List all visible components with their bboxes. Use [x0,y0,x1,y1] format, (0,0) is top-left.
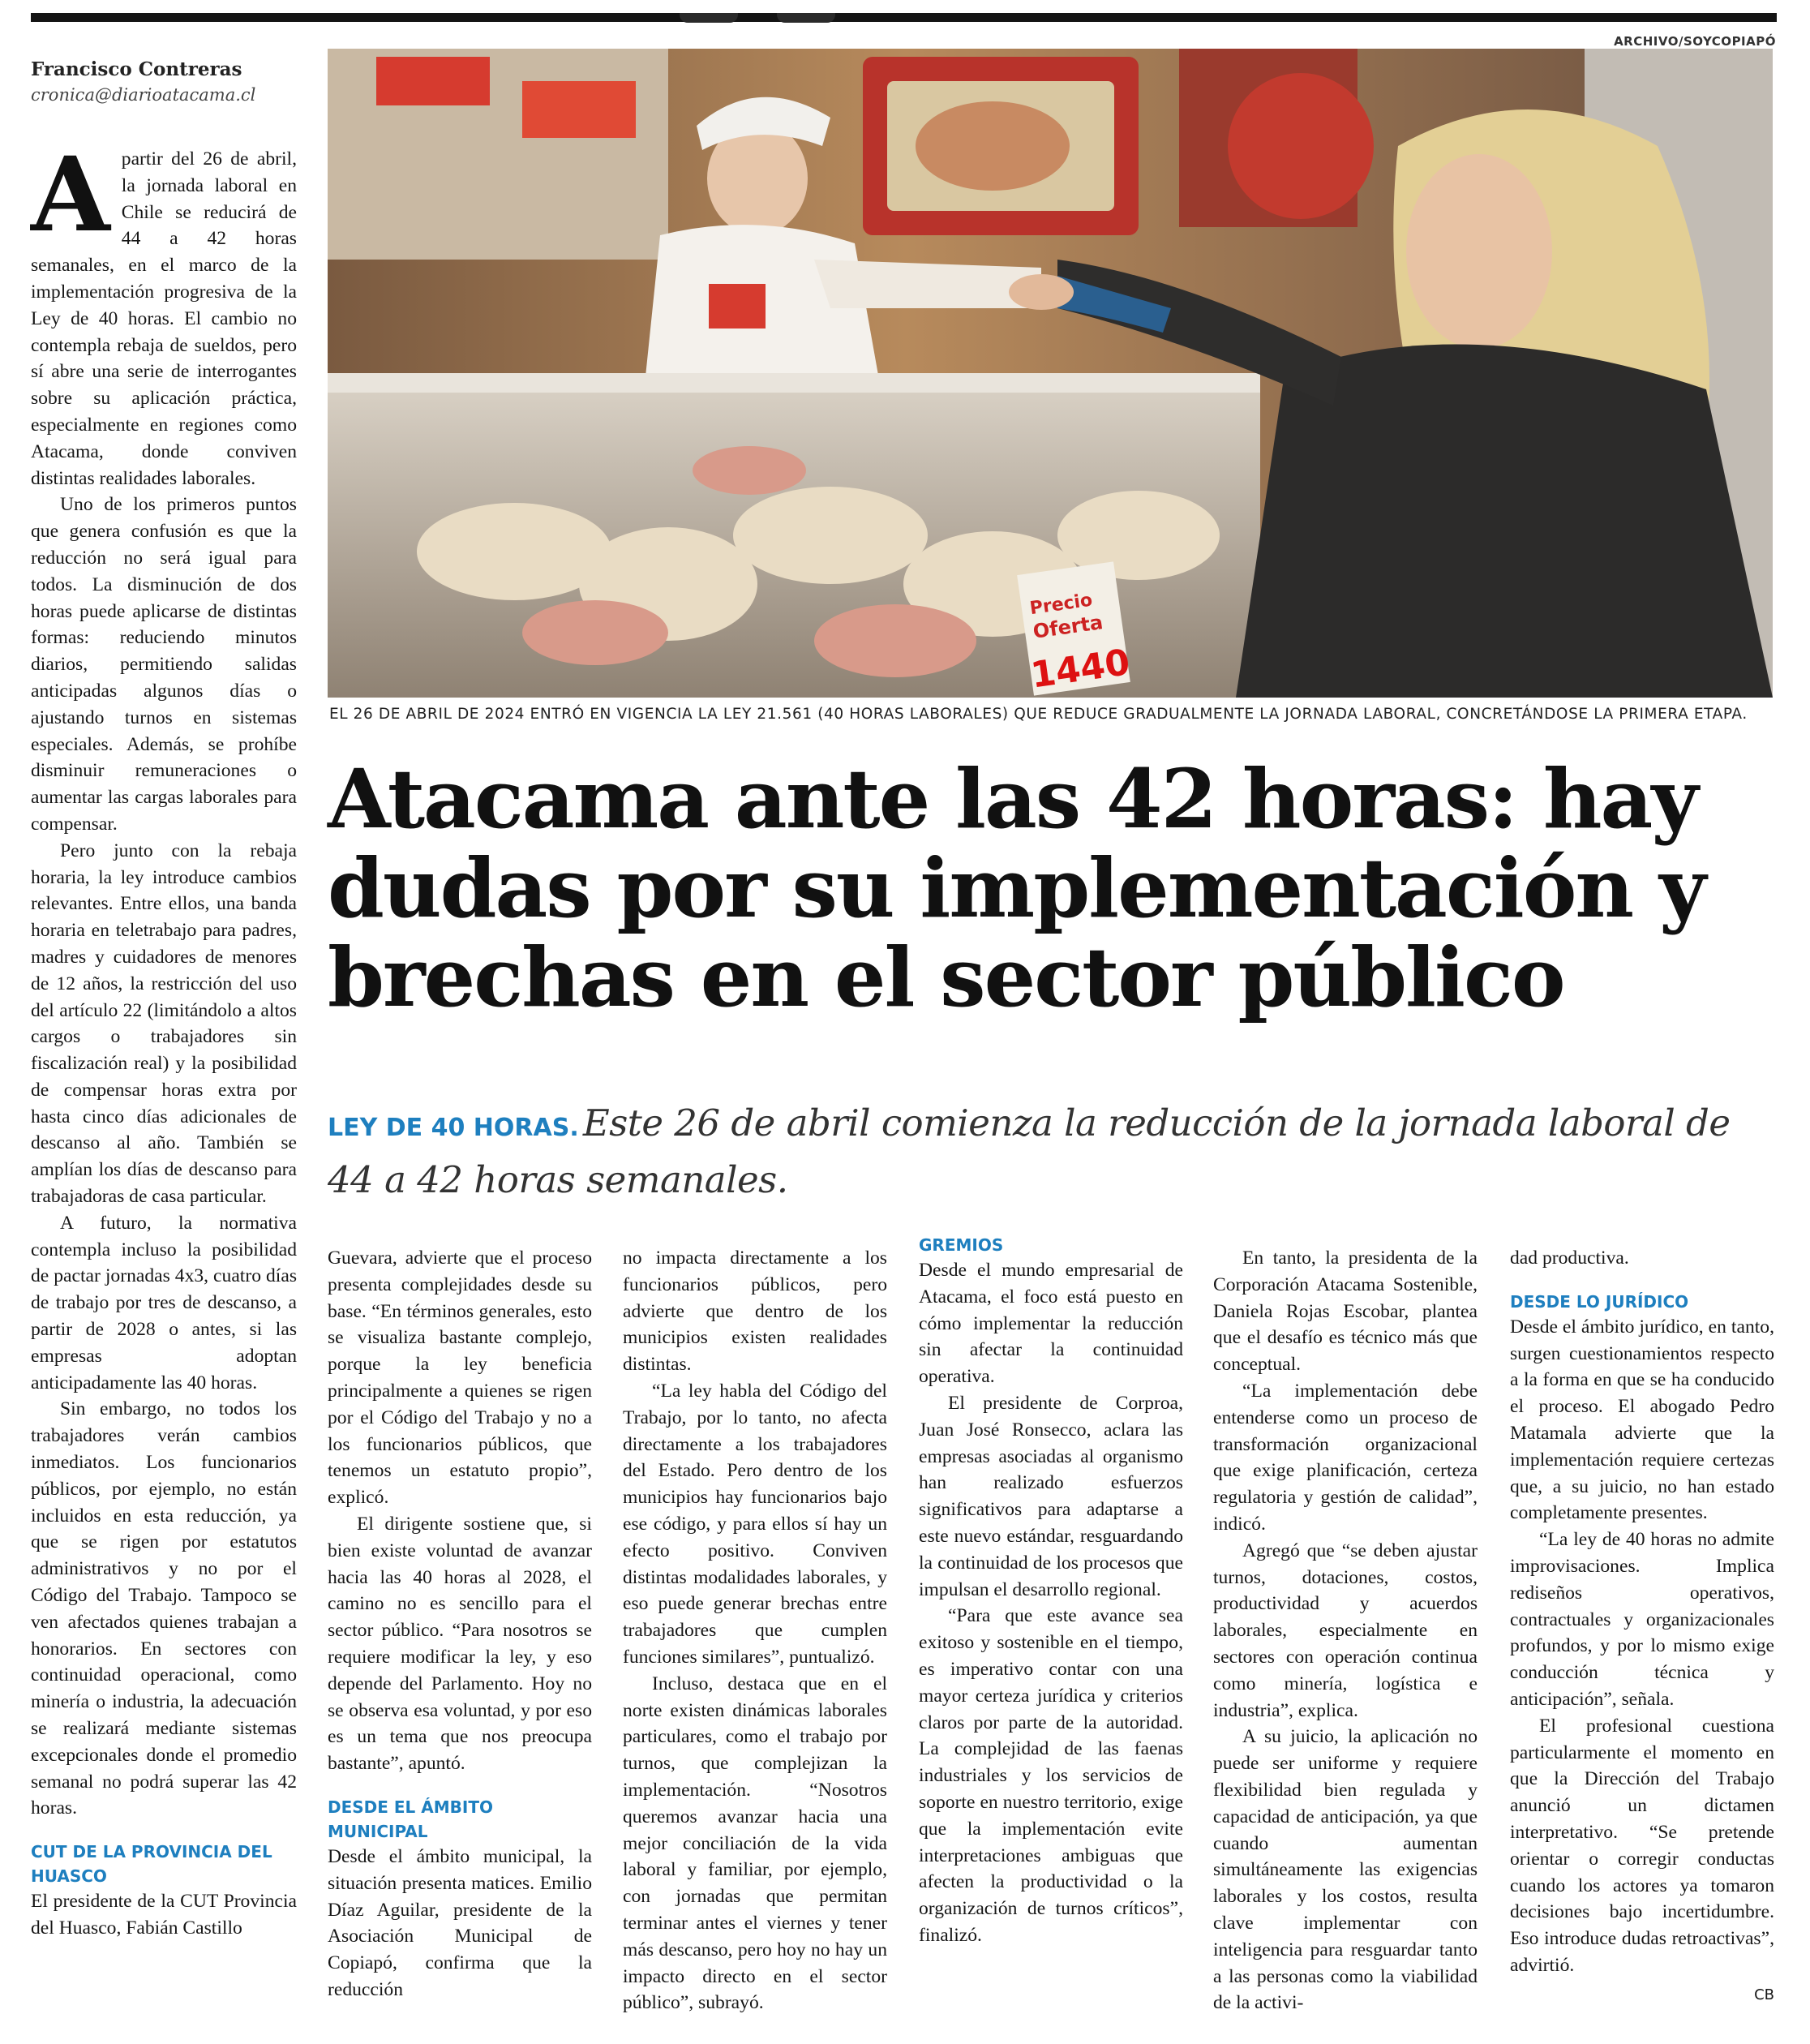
paragraph: Apartir del 26 de abril, la jornada laboral en Chile se reducirá de 44 a 42 horas semanales, en el marco de la implementación progresiva de la Ley de 40 horas. El cambio no contempla rebaja de sueldos, pero sí abre una serie de interrogantes sobre su aplicación práctica, especialmente en regiones como Atacama, donde conviven distintas realidades laborales. [31,135,297,489]
drop-cap: A [31,135,110,255]
offer-sign-price: 1440 [1028,642,1133,697]
paragraph: Uno de los primeros puntos que genera confusión es que la reducción no será igual para todos. La disminución de dos horas puede aplicarse de distintas formas: reduciendo minutos diarios, permitiendo salidas anticipadas algunos días o ajustando turnos en sistemas especiales. Además, se prohíbe disminuir remuneraciones o aumentar las cargas laborales para compensar. [31,494,297,835]
subheading: GREMIOS [919,1235,1004,1255]
author-name: Francisco Contreras [31,58,242,80]
paragraph: Incluso, destaca que en el norte existen dinámicas laborales particulares, como el trabajo por turnos, que complejizan la implementación. “Nosotros queremos avanzar hacia una mejor conciliación de la vida laboral y familiar, por ejemplo, con jornadas que permitan terminar antes el viernes y tener más descanso, pero hoy no hay un impacto directo en el sector público”, subrayó. [623,1673,887,2014]
paragraph: Desde el ámbito jurídico, en tanto, surgen cuestionamientos respecto a la forma en que se ha conducido el proceso. El abogado Pedro Matamala advierte que la implementación requiere certezas que, a su juicio, no han estado completamente presentes. [1510,1316,1774,1524]
paragraph: A futuro, la normativa contempla incluso la posibilidad de pactar jornadas 4x3, cuatro días de trabajo por tres de descanso, a partir de 2028 o antes, si las empresas adoptan anticipadamente las 40 horas. [31,1212,297,1393]
paragraph: Agregó que “se deben ajustar turnos, dotaciones, costos, productividad y acuerdos laborales, especialmente en sectores con operación continua como minería, logística e industria”, explica. [1213,1539,1478,1721]
paragraph: El profesional cuestiona particularmente el momento en que la Dirección del Trabajo anunció un dictamen interpretativo. “Se pretende orientar o corregir conductas cuando los actores ya tomaron decisiones bajo incertidumbre. Eso introduce dudas retroactivas”, advirtió. [1510,1715,1774,1976]
top-rule-tab [777,13,835,23]
article-column-6 [1510,1245,1774,2009]
lead-kicker: LEY DE 40 HORAS. [328,1114,579,1142]
article-column-4 [919,1233,1183,1949]
end-mark: CB [1754,1986,1774,2003]
offer-sign-mid: Oferta [1032,611,1104,643]
paragraph: El presidente de Corproa, Juan José Ronsecco, aclara las empresas asociadas al organismo han realizado esfuerzos significativos para adaptarse a este nuevo estándar, resguardando la continuidad de los procesos que impulsan el desarrollo regional. [919,1392,1183,1600]
lead [328,1099,1779,1213]
article-column-1 [31,135,297,1942]
paragraph: “La implementación debe entenderse como un proceso de transformación organizacional que exige planificación, certeza regulatoria y gestión de calidad”, indicó. [1213,1380,1478,1535]
paragraph: El dirigente sostiene que, si bien existe voluntad de avanzar hacia las 40 horas al 2028, el camino no es sencillo para el sector público. “Para nosotros se requiere modificar la ley, y eso depende del Parlamento. Hoy no se observa esa voluntad, y por eso es un tema que nos preocupa bastante”, apuntó. [328,1513,592,1775]
paragraph: “Para que este avance sea exitoso y sostenible en el tiempo, es imperativo contar con una mayor certeza jurídica y criterios claros por parte de la autoridad. La complejidad de las faenas industriales y los servicios de soporte en nuestro territorio, exige que la implementación evite interpretaciones ambiguas que afecten la productividad o la organización de turnos críticos”, finalizó. [919,1605,1183,1946]
paragraph: Desde el ámbito municipal, la situación presenta matices. Emilio Díaz Aguilar, presidente de la Asociación Municipal de Copiapó, confirma que la reducción [328,1845,592,2000]
byline [31,58,307,105]
photo-credit: ARCHIVO/SOYCOPIAPÓ [1614,34,1776,49]
photo-caption: EL 26 DE ABRIL DE 2024 ENTRÓ EN VIGENCIA LA LEY 21.561 (40 HORAS LABORALES) QUE REDUCE GRADUALMENTE LA JORNADA LABORAL, CONCRETÁNDOSE LA PRIMERA ETAPA. [329,706,1748,723]
lead-text: Este 26 de abril comienza la reducción de la jornada laboral de 44 a 42 horas semanales. [328,1101,1731,1201]
top-rule-tab [680,13,738,23]
article-column-2 [328,1245,592,2003]
subheading: DESDE EL ÁMBITO MUNICIPAL [328,1797,493,1841]
offer-sign-top: Precio [1028,590,1094,620]
article-column-3 [623,1245,887,2016]
paragraph: “La ley habla del Código del Trabajo, por lo tanto, no afecta directamente a los trabajadores del Estado. Pero dentro de los municipios hay funcionarios bajo ese código, y para ellos sí hay un efecto positivo. Conviven distintas modalidades laborales, y eso puede generar brechas entre trabajadores que cumplen funciones similares”, puntualizó. [623,1380,887,1668]
price-sign [376,57,490,105]
butcher-counter-photo [328,49,1773,698]
paragraph: Desde el mundo empresarial de Atacama, el foco está puesto en cómo implementar la reducción sin afectar la continuidad operativa. [919,1260,1183,1388]
paragraph: “La ley de 40 horas no admite improvisaciones. Implica rediseños operativos, contractuales y organizacionales profundos, y por lo mismo exige conducción técnica y anticipación”, señala. [1510,1529,1774,1710]
paragraph: Pero junto con la rebaja horaria, la ley introduce cambios relevantes. Entre ellos, una banda horaria en teletrabajo para padres, madres y cuidadores de menores de 12 años, la restricción del uso del artículo 22 (limitándolo a altos cargos o trabajadores sin fiscalización real) y la posibilidad de compensar horas extra por hasta cinco días adicionales de descanso al año. También se amplían los días de descanso para trabajadoras de casa particular. [31,840,297,1208]
paragraph: Guevara, advierte que el proceso presenta complejidades desde su base. “En términos generales, esto se visualiza bastante complejo, porque la ley beneficia principalmente a quienes se rigen por el Código del Trabajo y no a los funcionarios públicos, que tenemos un estatuto propio”, explicó. [328,1247,592,1509]
article-photo [328,49,1773,698]
top-rule [31,13,1777,22]
headline: Atacama ante las 42 horas: hay dudas por su implementación y brechas en el sector público [328,751,1705,1025]
paragraph: no impacta directamente a los funcionarios públicos, pero advierte que dentro de los municipios existen realidades distintas. [623,1247,887,1376]
paragraph: El presidente de la CUT Provincia del Huasco, Fabián Castillo [31,1891,297,1939]
paragraph: Sin embargo, no todos los trabajadores verán cambios inmediatos. Los funcionarios públicos, por ejemplo, no están incluidos en esta reducción, ya que se rigen por estatutos administrativos y no por el Código del Trabajo. Tampoco se ven afectados quienes trabajan a honorarios. En sectores con continuidad operacional, como minería o industria, la adecuación se realizará mediante sistemas excepcionales donde el promedio semanal no podrá superar las 42 horas. [31,1398,297,1819]
paragraph: A su juicio, la aplicación no puede ser uniforme y requiere flexibilidad bien regulada y capacidad de anticipación, ya que cuando aumentan simultáneamente las exigencias laborales y los costos, resulta clave implementar con inteligencia para resguardar tanto a las personas como la viabilidad de la activi- [1213,1726,1478,2014]
article-column-5 [1213,1245,1478,2016]
paragraph: dad productiva. [1510,1247,1629,1269]
paragraph: En tanto, la presidenta de la Corporación Atacama Sostenible, Daniela Rojas Escobar, plantea que el desafío es técnico más que conceptual. [1213,1247,1478,1376]
author-email: cronica@diarioatacama.cl [31,85,256,105]
subheading: CUT DE LA PROVINCIA DEL HUASCO [31,1842,272,1887]
subheading: DESDE LO JURÍDICO [1510,1291,1689,1312]
